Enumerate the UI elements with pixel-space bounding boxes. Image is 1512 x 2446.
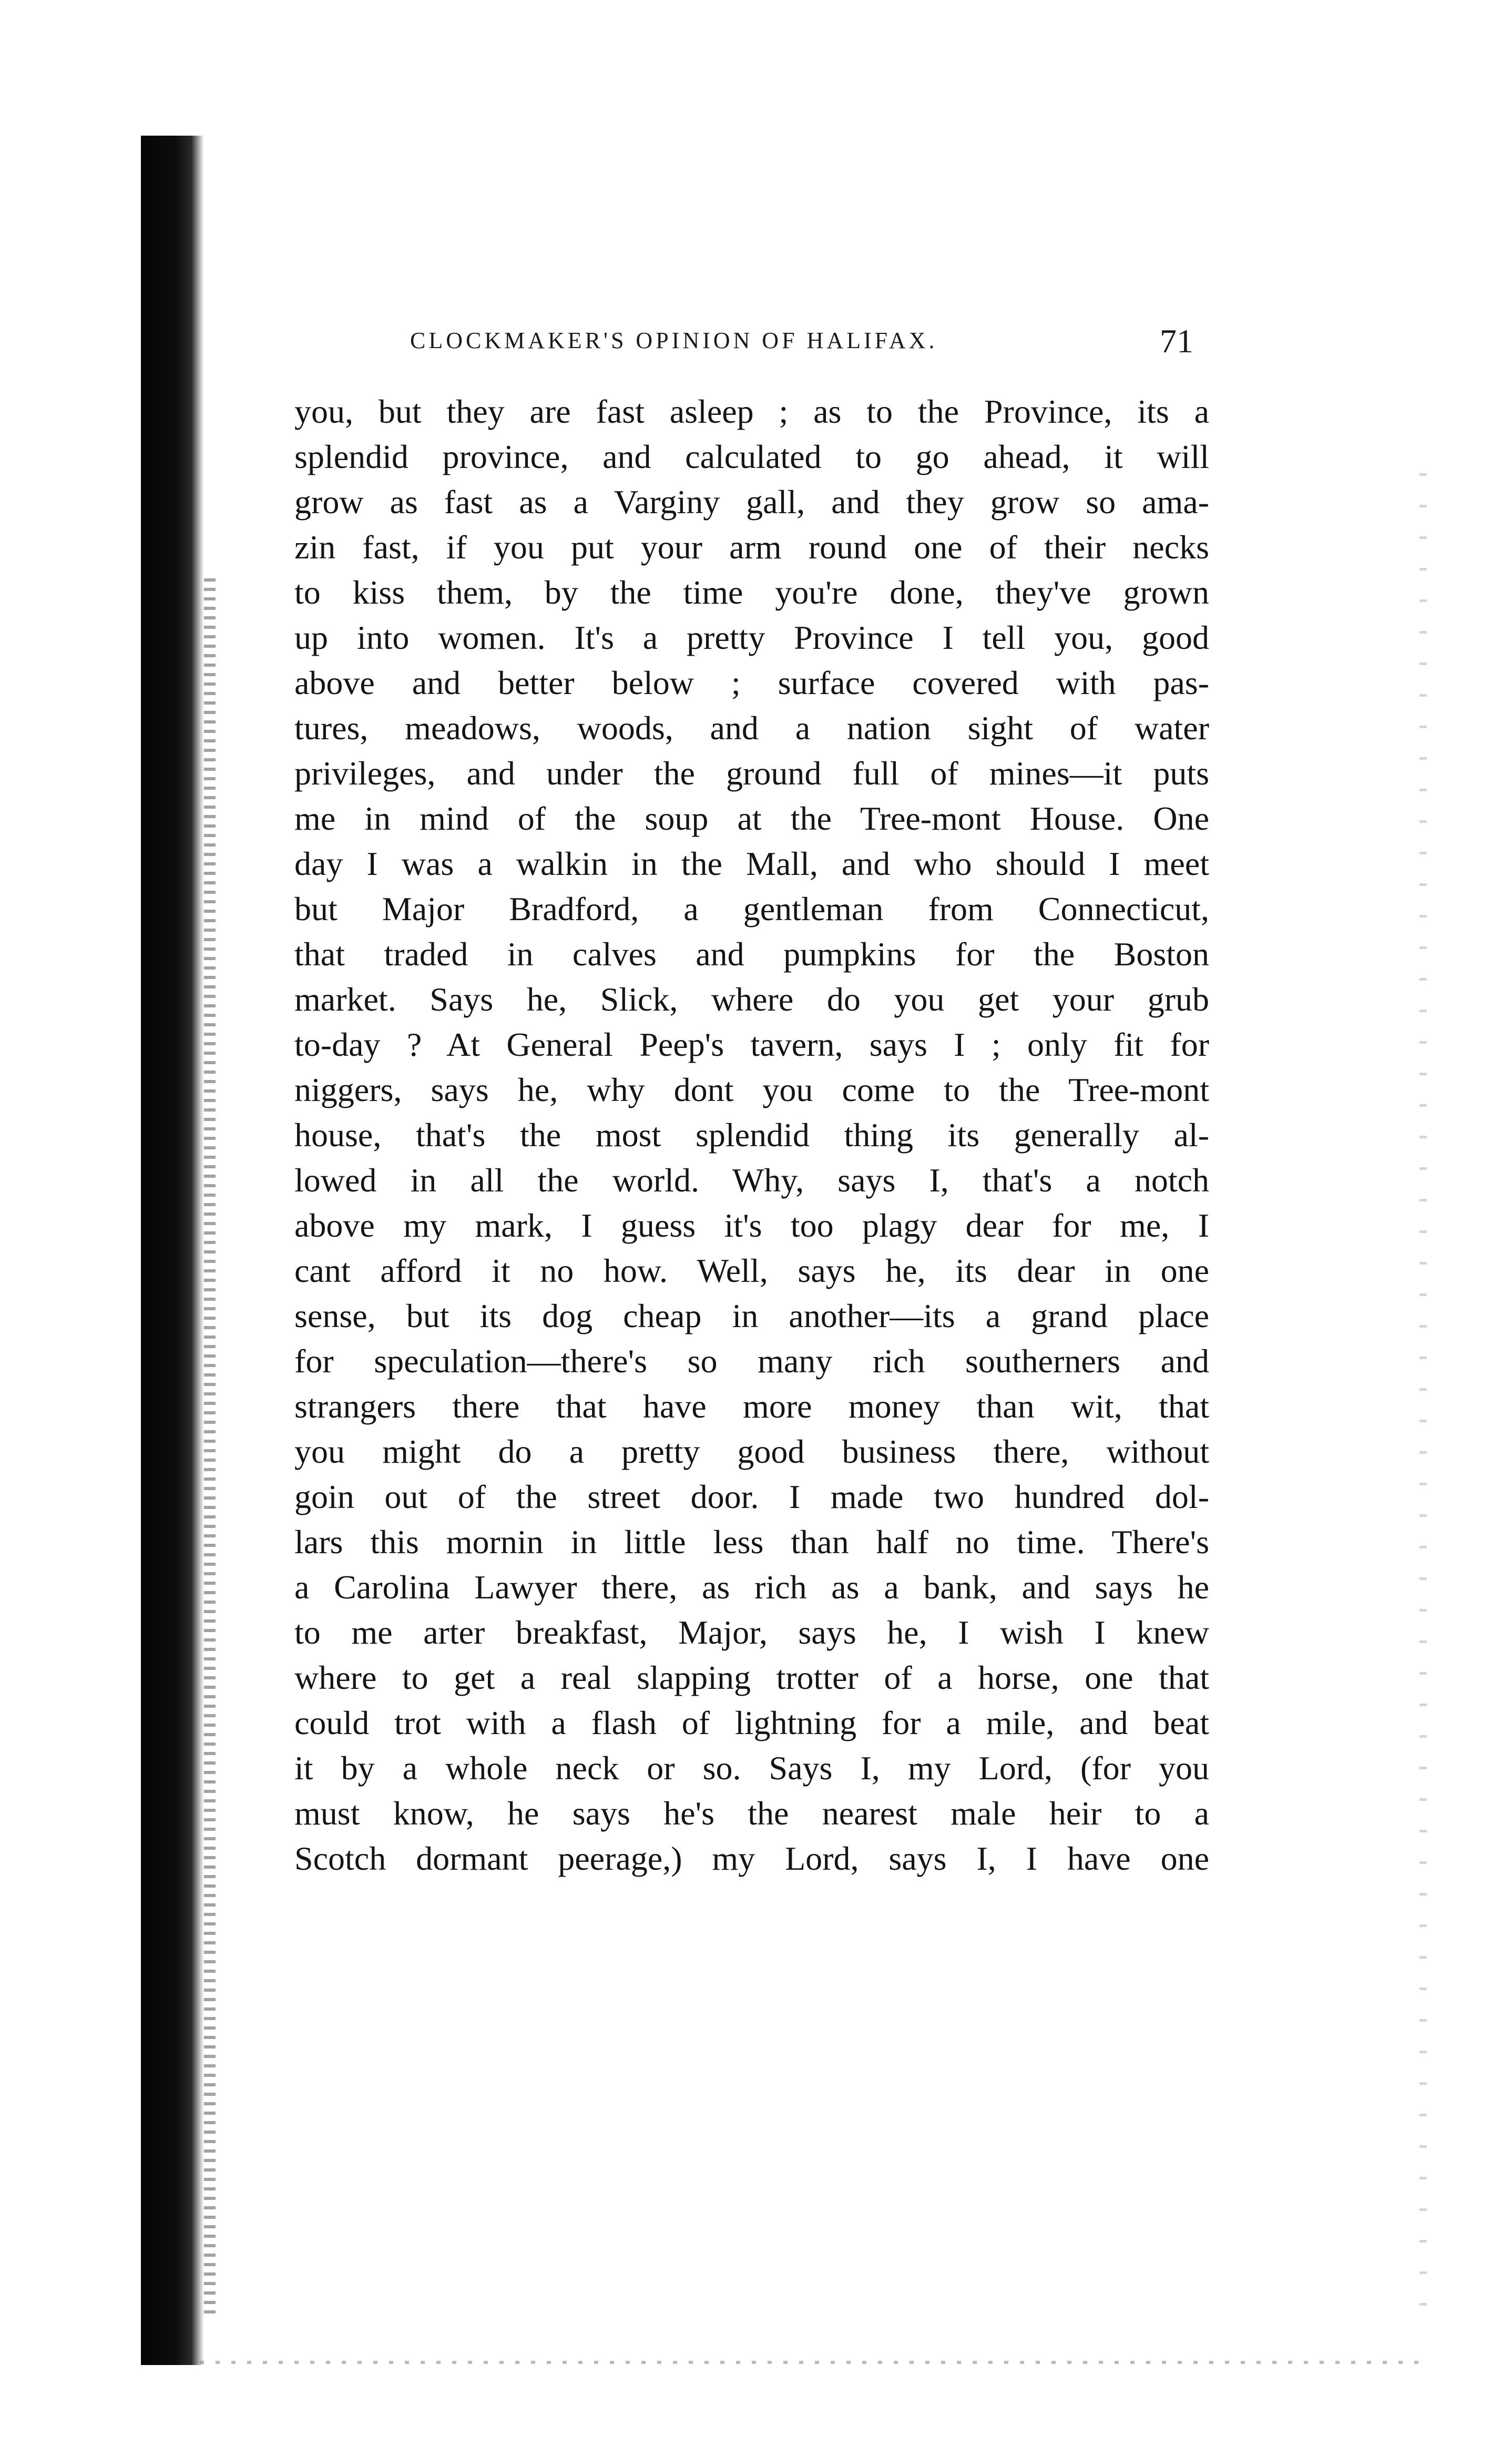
page-number: 71 xyxy=(1160,322,1193,360)
body-text xyxy=(294,389,1209,1881)
text-line: it by a whole neck or so. Says I, my Lord, (for you xyxy=(294,1749,1209,1787)
text-line: to kiss them, by the time you're done, they've grown xyxy=(294,574,1209,611)
text-line: you might do a pretty good business there, without xyxy=(294,1433,1209,1470)
text-line: for speculation—there's so many rich southerners and xyxy=(294,1342,1209,1380)
text-line: me in mind of the soup at the Tree-mont House. One xyxy=(294,800,1209,837)
text-line: you, but they are fast asleep ; as to the Province, its a xyxy=(294,393,1209,430)
text-line: Scotch dormant peerage,) my Lord, says I, I have one xyxy=(294,1840,1209,1877)
page-header xyxy=(294,322,1209,369)
binding-shadow xyxy=(141,136,204,2365)
text-line: to me arter breakfast, Major, says he, I wish I knew xyxy=(294,1614,1209,1651)
text-line: lowed in all the world. Why, says I, that's a notch xyxy=(294,1161,1209,1199)
text-line: niggers, says he, why dont you come to the Tree-mont xyxy=(294,1071,1209,1108)
text-line: cant afford it no how. Well, says he, its dear in one xyxy=(294,1252,1209,1289)
bottom-edge-speckle xyxy=(200,2361,1425,2364)
text-line: strangers there that have more money than wit, that xyxy=(294,1388,1209,1425)
right-edge-speckle xyxy=(1419,473,1427,2313)
text-line: lars this mornin in little less than half no time. There's xyxy=(294,1523,1209,1561)
text-line: above my mark, I guess it's too plagy dear for me, I xyxy=(294,1207,1209,1244)
text-line: splendid province, and calculated to go ahead, it will xyxy=(294,438,1209,475)
text-line: that traded in calves and pumpkins for the Boston xyxy=(294,935,1209,973)
text-line: tures, meadows, woods, and a nation sight of water xyxy=(294,709,1209,747)
text-line: must know, he says he's the nearest male heir to a xyxy=(294,1795,1209,1832)
text-line: market. Says he, Slick, where do you get your grub xyxy=(294,981,1209,1018)
text-line: to-day ? At General Peep's tavern, says I ; only fit for xyxy=(294,1026,1209,1063)
running-title: CLOCKMAKER'S OPINION OF HALIFAX. xyxy=(410,328,938,353)
text-line: above and better below ; surface covered with pas- xyxy=(294,664,1209,701)
text-line: a Carolina Lawyer there, as rich as a bank, and says he xyxy=(294,1568,1209,1606)
text-line: goin out of the street door. I made two hundred dol- xyxy=(294,1478,1209,1515)
text-line: but Major Bradford, a gentleman from Connecticut, xyxy=(294,890,1209,928)
text-line: house, that's the most splendid thing its generally al- xyxy=(294,1116,1209,1154)
text-line: zin fast, if you put your arm round one of their necks xyxy=(294,528,1209,566)
binding-edge-speckle xyxy=(204,578,216,2313)
text-line: grow as fast as a Varginy gall, and they grow so ama- xyxy=(294,483,1209,521)
text-line: could trot with a flash of lightning for a mile, and beat xyxy=(294,1704,1209,1741)
text-line: where to get a real slapping trotter of a horse, one that xyxy=(294,1659,1209,1696)
text-line: sense, but its dog cheap in another—its a grand place xyxy=(294,1297,1209,1334)
text-line: up into women. It's a pretty Province I tell you, good xyxy=(294,619,1209,656)
text-line: privileges, and under the ground full of mines—it puts xyxy=(294,755,1209,792)
text-line: day I was a walkin in the Mall, and who should I meet xyxy=(294,845,1209,882)
